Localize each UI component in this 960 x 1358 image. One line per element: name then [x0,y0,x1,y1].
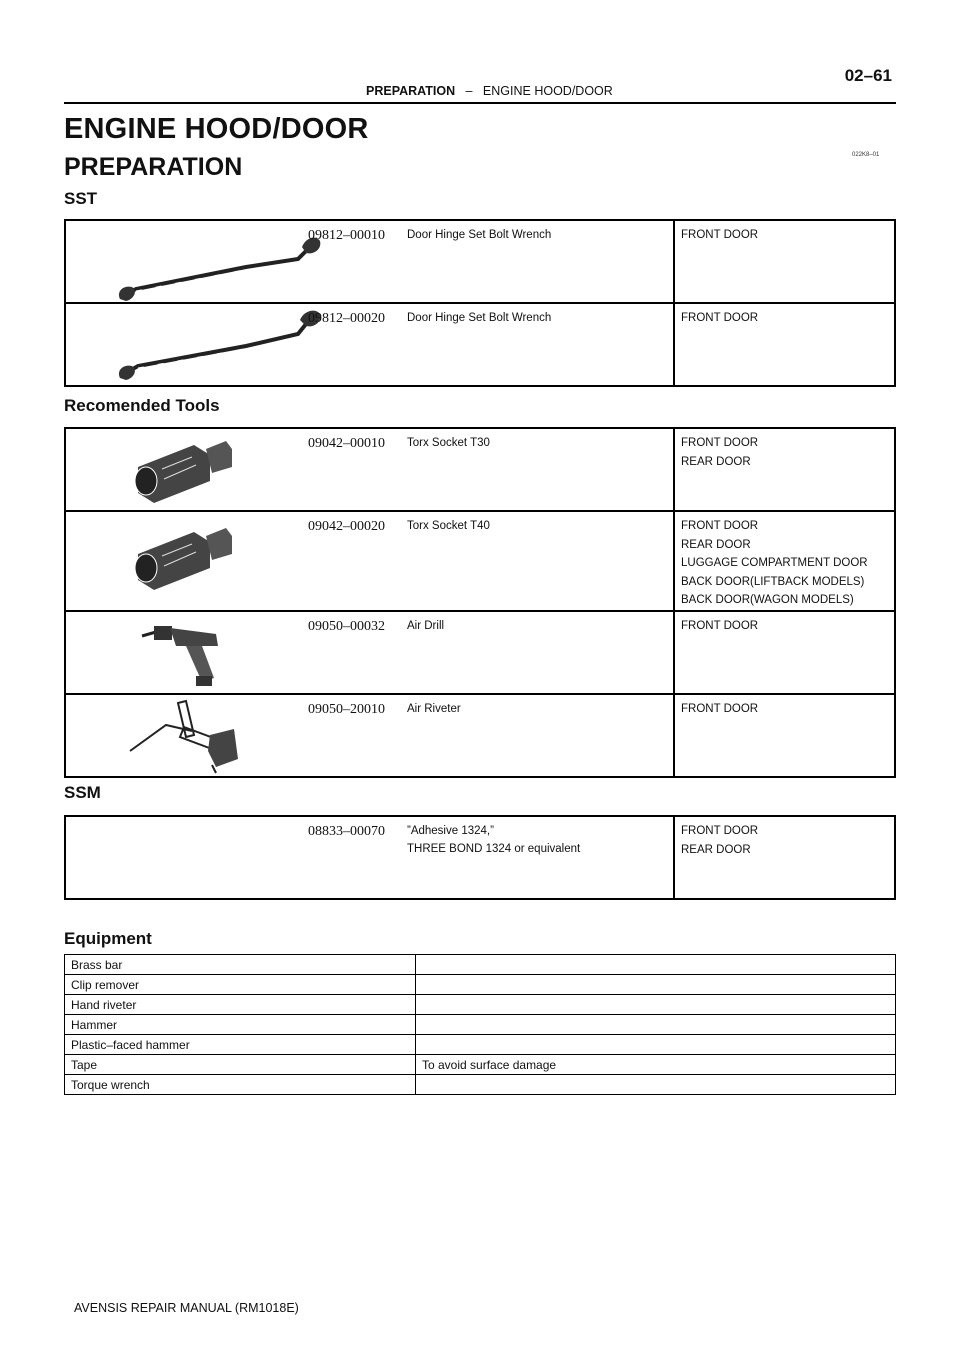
material-name: ”Adhesive 1324,” THREE BOND 1324 or equivalent [407,816,674,899]
table-row [65,955,896,975]
part-number: 09042–00010 [308,436,385,451]
ssm-table [64,815,896,900]
table-row [65,816,895,899]
tool-name: Torx Socket T30 [407,428,674,511]
tool-image-cell [65,611,407,694]
tool-name: Air Drill [407,611,674,694]
running-header [64,66,896,104]
table-row [65,1035,896,1055]
tool-note: FRONT DOOR [674,694,895,777]
part-number: 09042–00020 [308,519,385,534]
equipment-note [416,975,896,995]
equipment-heading: Equipment [64,929,152,948]
table-row [65,220,895,303]
image-code: 022K8–01 [852,152,880,158]
equipment-item: Hand riveter [65,995,416,1015]
tool-name: Door Hinge Set Bolt Wrench [407,220,674,303]
table-row [65,611,895,694]
material-note: FRONT DOOR REAR DOOR [674,816,895,899]
tool-note: FRONT DOOR [674,220,895,303]
header-separator: – [465,84,473,98]
table-row [65,1055,896,1075]
equipment-item: Brass bar [65,955,416,975]
part-number: 09050–00032 [308,618,385,634]
tool-note: FRONT DOOR REAR DOOR [674,428,895,511]
page-number: 02–61 [844,66,892,85]
tool-image-cell [65,428,407,511]
part-number: 09812–00010 [308,228,385,243]
tool-note: FRONT DOOR [674,303,895,386]
part-number: 09050–20010 [308,701,385,717]
table-row [65,995,896,1015]
material-image-cell [65,816,407,899]
equipment-note [416,1035,896,1055]
page-footer: AVENSIS REPAIR MANUAL (RM1018E) [74,1301,299,1315]
equipment-note [416,1015,896,1035]
table-row [65,511,895,611]
equipment-table [64,954,896,1095]
ssm-heading: SSM [64,783,101,802]
table-row [65,694,895,777]
header-title [366,84,613,98]
equipment-note [416,955,896,975]
preparation-heading: PREPARATION [64,153,243,181]
tool-name: Air Riveter [407,694,674,777]
equipment-note [416,1075,896,1095]
part-number: 08833–00070 [308,824,385,839]
equipment-item: Plastic–faced hammer [65,1035,416,1055]
part-number: 09812–00020 [308,311,385,326]
table-row [65,1015,896,1035]
tool-note: FRONT DOOR REAR DOOR LUGGAGE COMPARTMENT DOOR BACK DOOR(LIFTBACK MODELS) BACK DOOR(WAGON MODELS) [674,511,895,611]
table-row [65,975,896,995]
tool-image-cell [65,303,407,386]
tool-name: Door Hinge Set Bolt Wrench [407,303,674,386]
tool-image-cell [65,694,407,777]
tool-note: FRONT DOOR [674,611,895,694]
header-subsection: ENGINE HOOD/DOOR [482,84,613,98]
header-section: PREPARATION [366,84,456,98]
equipment-item: Hammer [65,1015,416,1035]
table-row [65,1075,896,1095]
table-row [65,303,895,386]
recommended-heading: Recomended Tools [64,396,220,415]
table-row [65,428,895,511]
equipment-item: Torque wrench [65,1075,416,1095]
tool-image-cell [65,511,407,611]
equipment-note: To avoid surface damage [416,1055,896,1075]
equipment-note [416,995,896,1015]
sst-heading: SST [64,189,98,208]
page-title: ENGINE HOOD/DOOR [64,113,369,145]
recommended-table [64,427,896,778]
sst-table [64,219,896,387]
tool-name: Torx Socket T40 [407,511,674,611]
equipment-item: Clip remover [65,975,416,995]
tool-image-cell [65,220,407,303]
equipment-item: Tape [65,1055,416,1075]
